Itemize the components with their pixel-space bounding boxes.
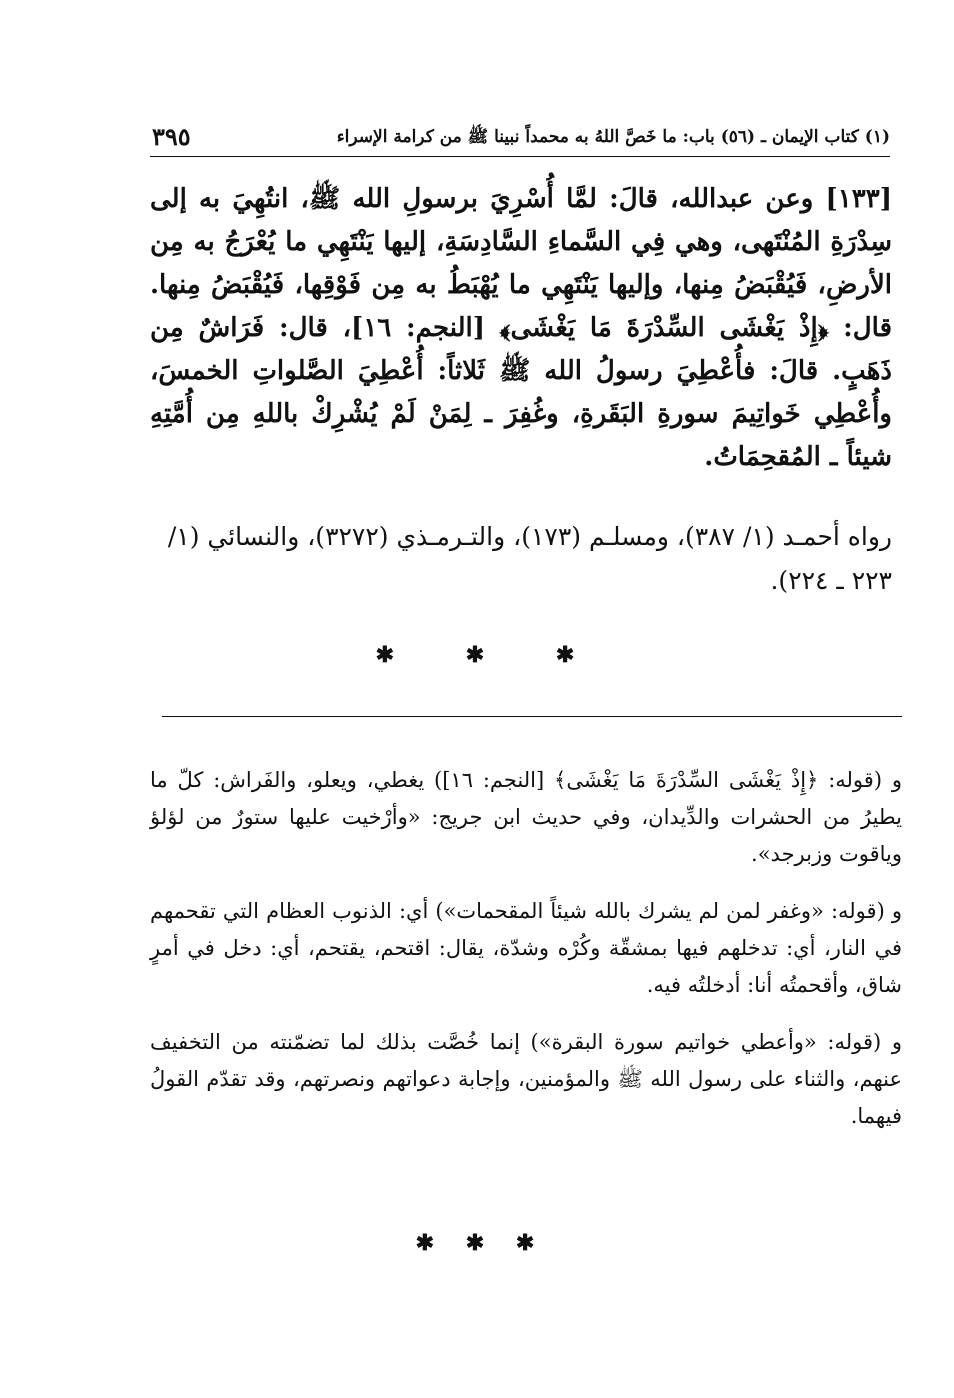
star-icon: ✱ (415, 1230, 439, 1256)
star-icon: ✱ (375, 642, 399, 668)
commentary-note: و (قوله: «وغفر لمن لم يشرك بالله شيئاً المقحمات») أي: الذنوب العظام التي تقحمهم في النار، أي: تدخلهم فيها بمشقّة وكُرْه وشدّة، يقال: اقتحم، يقتحم، أي: دخل في أمرٍ شاق، وأقحمتُه أنا: أدخلتُه فيه. (150, 899, 902, 997)
star-icon: ✱ (465, 642, 489, 668)
star-icon: ✱ (465, 1230, 489, 1256)
hadith-text (150, 178, 892, 479)
star-icon: ✱ (515, 1230, 539, 1256)
end-separator-stars (0, 1230, 954, 1256)
page-number: ٣٩٥ (152, 122, 191, 151)
running-header (150, 122, 890, 157)
commentary-notes (150, 762, 902, 1155)
source-paragraph: رواه أحمـد (١/ ٣٨٧)، ومسلـم (١٧٣)، والتـرمـذي (٣٢٧٢)، والنسائي (١/ ٢٢٣ ـ ٢٢٤). (167, 522, 892, 595)
running-header-title: (١) كتاب الإيمان ـ (٥٦) باب: ما خَصَّ اللهُ به محمداً نبينا ﷺ من كرامة الإسراء (336, 127, 890, 147)
commentary-divider (162, 716, 902, 717)
commentary-note: و (قوله: ﴿إِذْ يَغْشَى السِّدْرَةَ مَا يَغْشَى﴾ [النجم: ١٦]) يغطي، ويعلو، والفَراش: كلّ ما يطيرُ من الحشرات والدِّيدان، وفي حديث ابن جريج: «وأرْخيت عليها ستورٌ من لؤلؤ وياقوت وزبرجد». (150, 768, 902, 866)
hadith-paragraph: [١٣٣] وعن عبدالله، قالَ: لمَّا أُسْرِيَ برسولِ الله ﷺ، انتُهِيَ به إلى سِدْرَةِ المُنْتَهى، وهي فِي السَّماءِ السَّادِسَةِ، إليها يَنْتَهِي ما يُعْرَجُ به مِن الأرضِ، فَيُقْبَضُ مِنها، وإليها يَنْتَهِي ما يُهْبَطُ به مِن فَوْقِها، فَيُقْبَضُ مِنها. قال: ﴿إِذْ يَغْشَى السِّدْرَةَ مَا يَغْشَى﴾ [النجم: ١٦]، قال: فَرَاشٌ مِن ذَهَبٍ. قالَ: فأُعْطِيَ رسولُ الله ﷺ ثَلاثاً: أُعْطِيَ الصَّلواتِ الخمسَ، وأُعْطِي خَواتِيمَ سورةِ البَقَرةِ، وغُفِرَ ـ لِمَنْ لَمْ يُشْرِكْ باللهِ مِن أُمَّتِهِ شيئاً ـ المُقحِمَاتُ. (150, 184, 892, 472)
commentary-note: و (قوله: «وأعطي خواتيم سورة البقرة») إنما خُصَّت بذلك لما تضمّنته من التخفيف عنهم، والثناء على رسول الله ﷺ والمؤمنين، وإجابة دعواتهم ونصرتهم، وقد تقدّم القولُ فيهما. (150, 1030, 902, 1128)
star-icon: ✱ (555, 642, 579, 668)
section-separator-stars (0, 642, 954, 668)
hadith-source (150, 515, 892, 603)
